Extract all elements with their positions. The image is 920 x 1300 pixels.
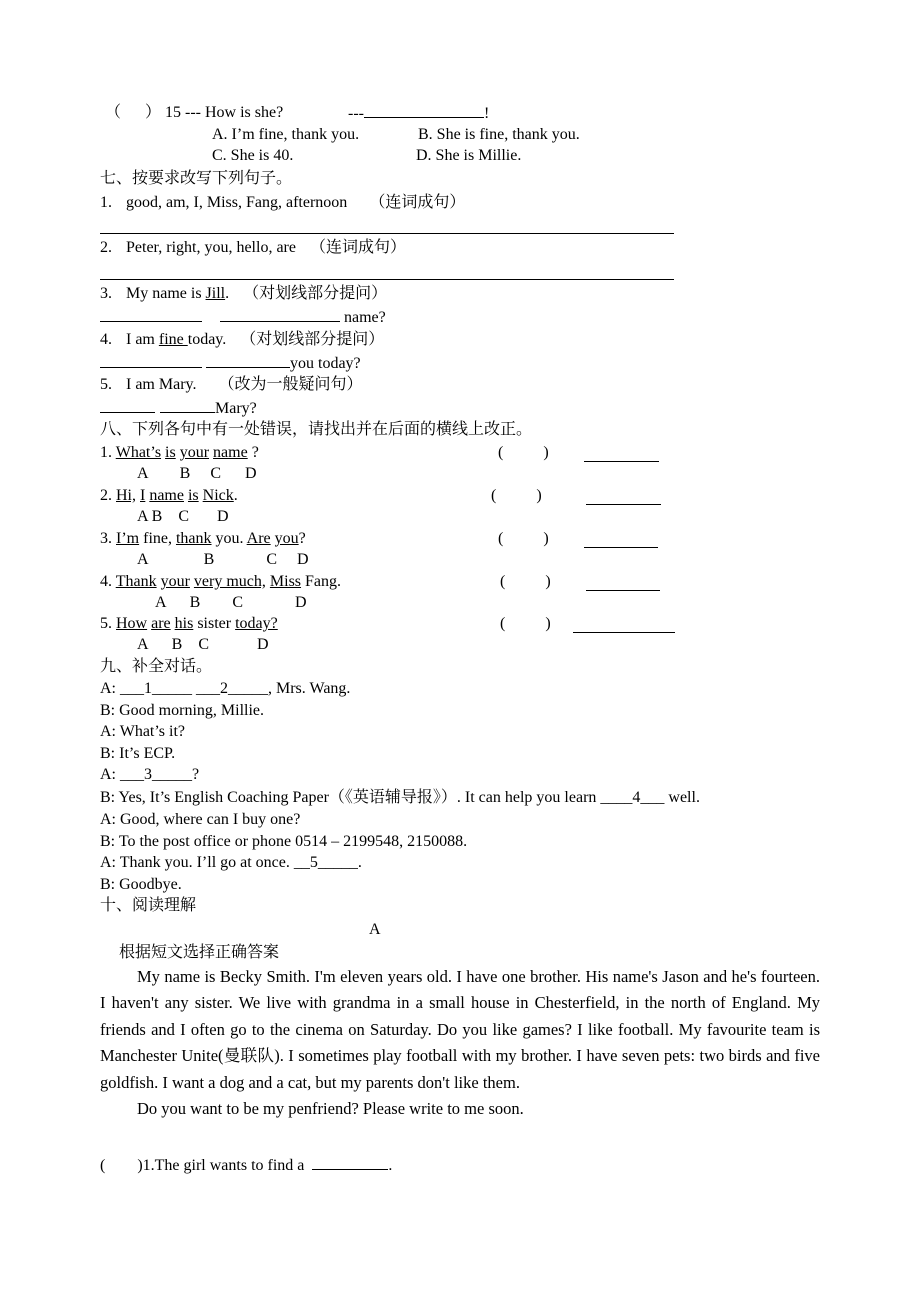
s7-item-text: Peter, right, you, hello, are [126,239,296,256]
s7-item-hint: （改为一般疑问句） [218,376,363,393]
q15-blank[interactable] [364,103,484,118]
q15-answer-paren: （ ） [105,104,162,121]
s7-item-pre: I am [126,331,159,348]
correction-blank[interactable] [586,590,660,591]
s7-item-post: today. [187,331,227,348]
sentence-text: . [233,487,238,504]
question-text: 1.The girl wants to find a [142,1157,313,1174]
s7-item-number: 2. [100,239,112,256]
question-answer-paren: ( ) [100,1157,143,1174]
option-letters: A B C D [155,594,307,611]
s7-item-number: 5. [100,376,112,393]
reading-instruction: 根据短文选择正确答案 [119,944,280,961]
underlined-segment: his [174,615,194,632]
dialogue-line: A: What’s it? [100,723,186,740]
underlined-segment: name [149,487,184,504]
q15-option-c: C. She is 40. [212,147,294,164]
passage-paragraph-2: Do you want to be my penfriend? Please write to me soon. [137,1099,524,1119]
underlined-segment: I’m [116,530,140,547]
sentence-text: fine, [139,530,176,547]
dialogue-line: B: Goodbye. [100,876,182,893]
reading-part-label: A [369,921,381,938]
answer-paren[interactable]: ( ) [500,615,551,632]
error-sentence [100,443,259,463]
underlined-segment: How [116,615,148,632]
section-7-title: 七、按要求改写下列句子。 [100,170,293,187]
s7-answer-3 [100,307,386,328]
answer-paren[interactable]: ( ) [500,573,551,590]
s7-answer-tail: name? [340,309,386,326]
s7-answer-line-2[interactable] [100,279,674,280]
sentence-text: Fang. [301,573,342,590]
answer-paren[interactable]: ( ) [498,444,549,461]
correction-blank[interactable] [573,632,675,633]
sentence-number: 3. [100,530,116,547]
option-letters: A B C D [137,636,269,653]
error-sentence [100,572,341,592]
s7-item-2 [100,238,406,258]
s7-answer-line-1[interactable] [100,233,674,234]
underlined-segment: I [140,487,146,504]
s7-item-text: I am Mary. [126,376,197,393]
s7-item-text: good, am, I, Miss, Fang, afternoon [126,194,348,211]
q15-option-d: D. She is Millie. [416,147,522,164]
s7-underlined-word: fine [158,331,188,348]
s7-item-hint: （对划线部分提问） [243,285,388,302]
dialogue-line: A: ___1_____ ___2_____, Mrs. Wang. [100,680,351,697]
dialogue-line: B: It’s ECP. [100,745,176,762]
underlined-segment: name [213,444,248,461]
s7-answer-5 [100,398,257,419]
underlined-segment: Hi, [116,487,136,504]
option-letters: A B C D [137,551,309,568]
underlined-segment: your [179,444,210,461]
section-8-title: 八、下列各句中有一处错误，请找出并在后面的横线上改正。 [100,421,533,438]
sentence-text: sister [193,615,236,632]
sentence-text: ? [247,444,259,461]
dialogue-line: A: ___3_____? [100,766,200,783]
s7-item-number: 3. [100,285,112,302]
underlined-segment: your [160,573,190,590]
s7-underlined-word: Jill [205,285,226,302]
underlined-segment: What’s [115,444,162,461]
q15-stem: 15 --- How is she? [165,104,284,121]
underlined-segment: you [274,530,299,547]
sentence-number: 4. [100,573,116,590]
underlined-segment: Thank [115,573,157,590]
underlined-segment: Miss [269,573,302,590]
answer-blank[interactable] [100,307,202,322]
answer-blank[interactable] [220,307,340,322]
s7-item-hint: （连词成句） [369,194,466,211]
question-end: . [388,1157,393,1174]
s7-item-post: . [225,285,230,302]
answer-blank[interactable] [100,353,202,368]
reading-question-1 [100,1155,392,1176]
s7-item-hint: （对划线部分提问） [240,331,385,348]
s7-item-number: 1. [100,194,112,211]
underlined-segment: is [165,444,176,461]
correction-blank[interactable] [586,504,661,505]
dialogue-line: B: Good morning, Millie. [100,702,264,719]
s7-answer-tail: Mary? [215,400,257,417]
sentence-text: you. [211,530,247,547]
underlined-segment: Nick [202,487,234,504]
option-letters: A B C D [137,508,229,525]
q15-reply [348,103,489,124]
s7-item-3 [100,284,387,304]
answer-blank[interactable] [312,1155,388,1170]
s7-item-5 [100,375,363,395]
error-sentence [100,529,306,549]
answer-blank[interactable] [160,398,215,413]
s7-item-hint: （连词成句） [309,239,406,256]
sentence-number: 2. [100,487,116,504]
dialogue-line: A: Good, where can I buy one? [100,811,301,828]
s7-item-4 [100,330,384,350]
underlined-segment: thank [175,530,212,547]
answer-paren[interactable]: ( ) [491,487,542,504]
sentence-number: 1. [100,444,116,461]
answer-blank[interactable] [206,353,290,368]
sentence-text: ? [298,530,306,547]
s7-answer-tail: you today? [290,355,361,372]
q15-dash: --- [348,105,364,122]
sentence-number: 5. [100,615,116,632]
underlined-segment: is [187,487,199,504]
section-10-title: 十、阅读理解 [100,897,197,914]
error-sentence [100,486,238,506]
dialogue-line: B: To the post office or phone 0514 – 2199548, 2150088. [100,833,468,850]
passage-paragraph-1: My name is Becky Smith. I'm eleven years old. I have one brother. His name's Jason and he's fourteen. I haven't any sister. We live with grandma in a small house in Chesterfield, in the north of England. My friends and I often go to the cinema on Saturday. Do you like games? I like football. My favourite team is Manchester Unite(曼联队). I sometimes play football with my brother. I have seven pets: two birds and five goldfish. I want a dog and a cat, but my parents don't like them. [100,967,820,1092]
s7-item-1 [100,193,465,213]
underlined-segment: are [151,615,171,632]
q15-end: ! [483,105,490,122]
s7-item-pre: My name is [126,285,206,302]
s7-answer-4 [100,353,361,374]
underlined-segment: very much, [193,573,266,590]
answer-paren[interactable]: ( ) [498,530,549,547]
error-sentence [100,614,278,634]
correction-blank[interactable] [584,461,659,462]
underlined-segment: Are [246,530,271,547]
q15-option-b: B. She is fine, thank you. [418,126,580,143]
option-letters: A B C D [137,465,257,482]
s7-item-number: 4. [100,331,112,348]
correction-blank[interactable] [584,547,658,548]
reading-passage [100,964,820,1122]
q15-option-a: A. I’m fine, thank you. [212,126,360,143]
underlined-segment: today? [235,615,278,632]
dialogue-line: A: Thank you. I’ll go at once. __5_____. [100,854,362,871]
answer-blank[interactable] [100,398,155,413]
dialogue-line: B: Yes, It’s English Coaching Paper（《英语辅导报》）. It can help you learn ____4___ well. [100,789,700,806]
section-9-title: 九、补全对话。 [100,658,213,675]
